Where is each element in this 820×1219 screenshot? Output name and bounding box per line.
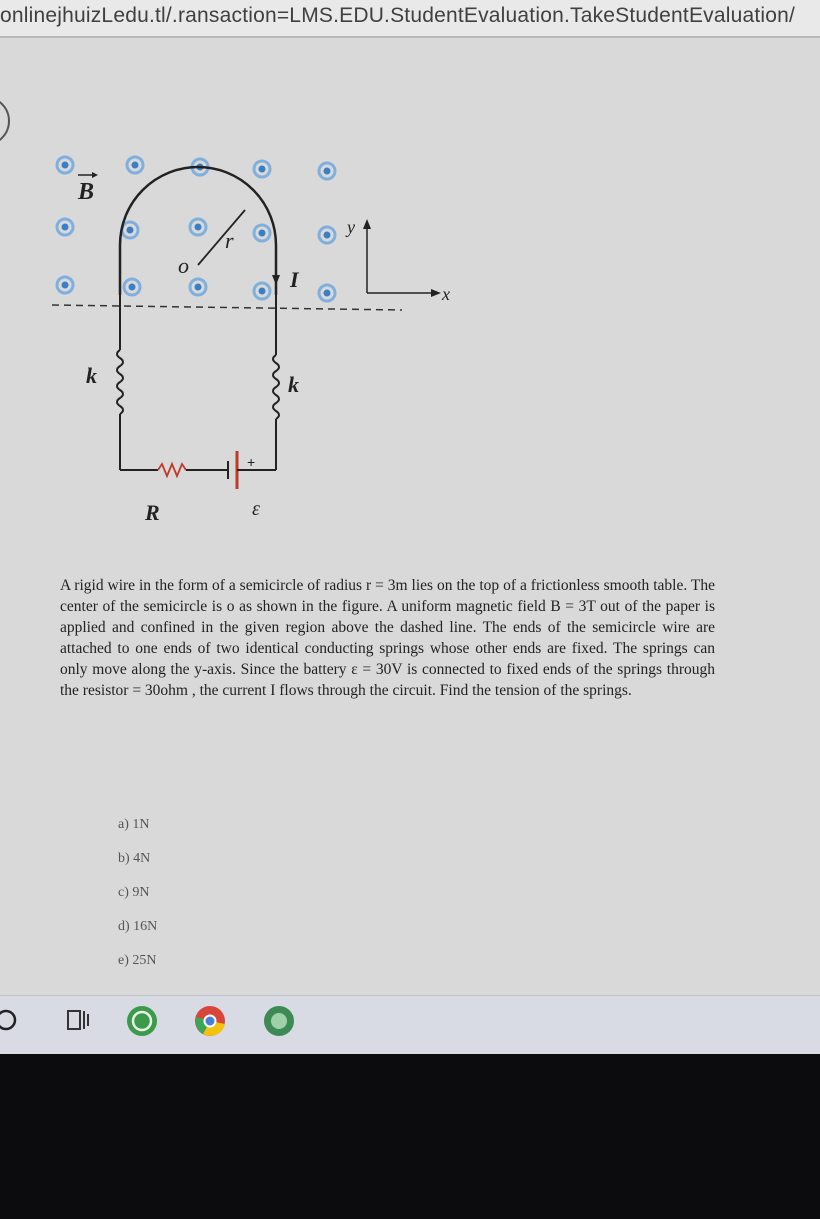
field-dot-icon — [57, 219, 73, 235]
label-x: x — [442, 284, 450, 304]
address-bar[interactable] — [0, 0, 820, 38]
problem-figure — [40, 145, 480, 535]
option-d[interactable]: d) 16N — [118, 919, 158, 934]
label-plus: + — [247, 454, 256, 470]
label-r: r — [225, 228, 234, 253]
label-o: o — [178, 253, 189, 278]
label-emf: ε — [252, 498, 260, 520]
start-circle-icon[interactable] — [0, 1008, 22, 1032]
label-y: y — [347, 217, 355, 237]
field-boundary-dashed-line — [52, 305, 402, 310]
right-spring-icon — [273, 355, 279, 419]
label-I: I — [290, 267, 299, 292]
label-k-right: k — [288, 372, 299, 397]
field-dot-icon — [124, 279, 140, 295]
field-dot-icon — [57, 157, 73, 173]
field-dot-icon — [127, 157, 143, 173]
url-text: onlinejhuizLedu.tl/.ransaction=LMS.EDU.StudentEvaluation.TakeStudentEvaluation/ — [0, 4, 796, 27]
windows-taskbar — [0, 995, 820, 1054]
label-k-left: k — [86, 363, 97, 388]
answer-options — [118, 815, 157, 985]
field-dot-icon — [254, 161, 270, 177]
field-dot-icon — [122, 222, 138, 238]
radio-circle-icon[interactable] — [0, 96, 10, 146]
x-axis-arrowhead — [431, 289, 441, 297]
field-dot-icon — [190, 279, 206, 295]
whatsapp-icon[interactable] — [125, 1004, 159, 1038]
b-vector-arrowhead — [92, 172, 98, 178]
label-R: R — [145, 500, 160, 525]
option-a[interactable]: a) 1N — [118, 817, 150, 832]
label-B: B — [78, 179, 95, 205]
y-axis-arrowhead — [363, 219, 371, 229]
field-dot-icon — [319, 285, 335, 301]
task-view-icon[interactable] — [66, 1008, 92, 1032]
current-arrow — [272, 275, 280, 285]
left-spring-icon — [117, 350, 123, 414]
field-dot-icon — [254, 225, 270, 241]
option-c[interactable]: c) 9N — [118, 885, 150, 900]
resistor-icon — [158, 464, 186, 476]
field-dot-icon — [190, 219, 206, 235]
question-text: A rigid wire in the form of a semicircle of radius r = 3m lies on the top of a frictionless smooth table. The center of the semicircle is o as shown in the figure. A uniform magnetic field B = 3T out of the paper is applied and confined in the given region above the dashed line. The ends of the semicircle wire are attached to one ends of two identical conducting springs whose other ends are fixed. The springs can only move along the y-axis. Since the battery ε = 30V is connected to fixed ends of the springs through the resistor = 30ohm , the current I flows through the circuit. Find the tension of the springs. — [60, 577, 715, 699]
option-b[interactable]: b) 4N — [118, 851, 151, 866]
field-dot-icon — [57, 277, 73, 293]
field-dot-icon — [254, 283, 270, 299]
chrome-icon[interactable] — [193, 1004, 227, 1038]
app-icon[interactable] — [262, 1004, 296, 1038]
field-dot-icon — [319, 163, 335, 179]
radius-line — [198, 210, 245, 265]
field-dot-icon — [319, 227, 335, 243]
option-e[interactable]: e) 25N — [118, 953, 157, 968]
